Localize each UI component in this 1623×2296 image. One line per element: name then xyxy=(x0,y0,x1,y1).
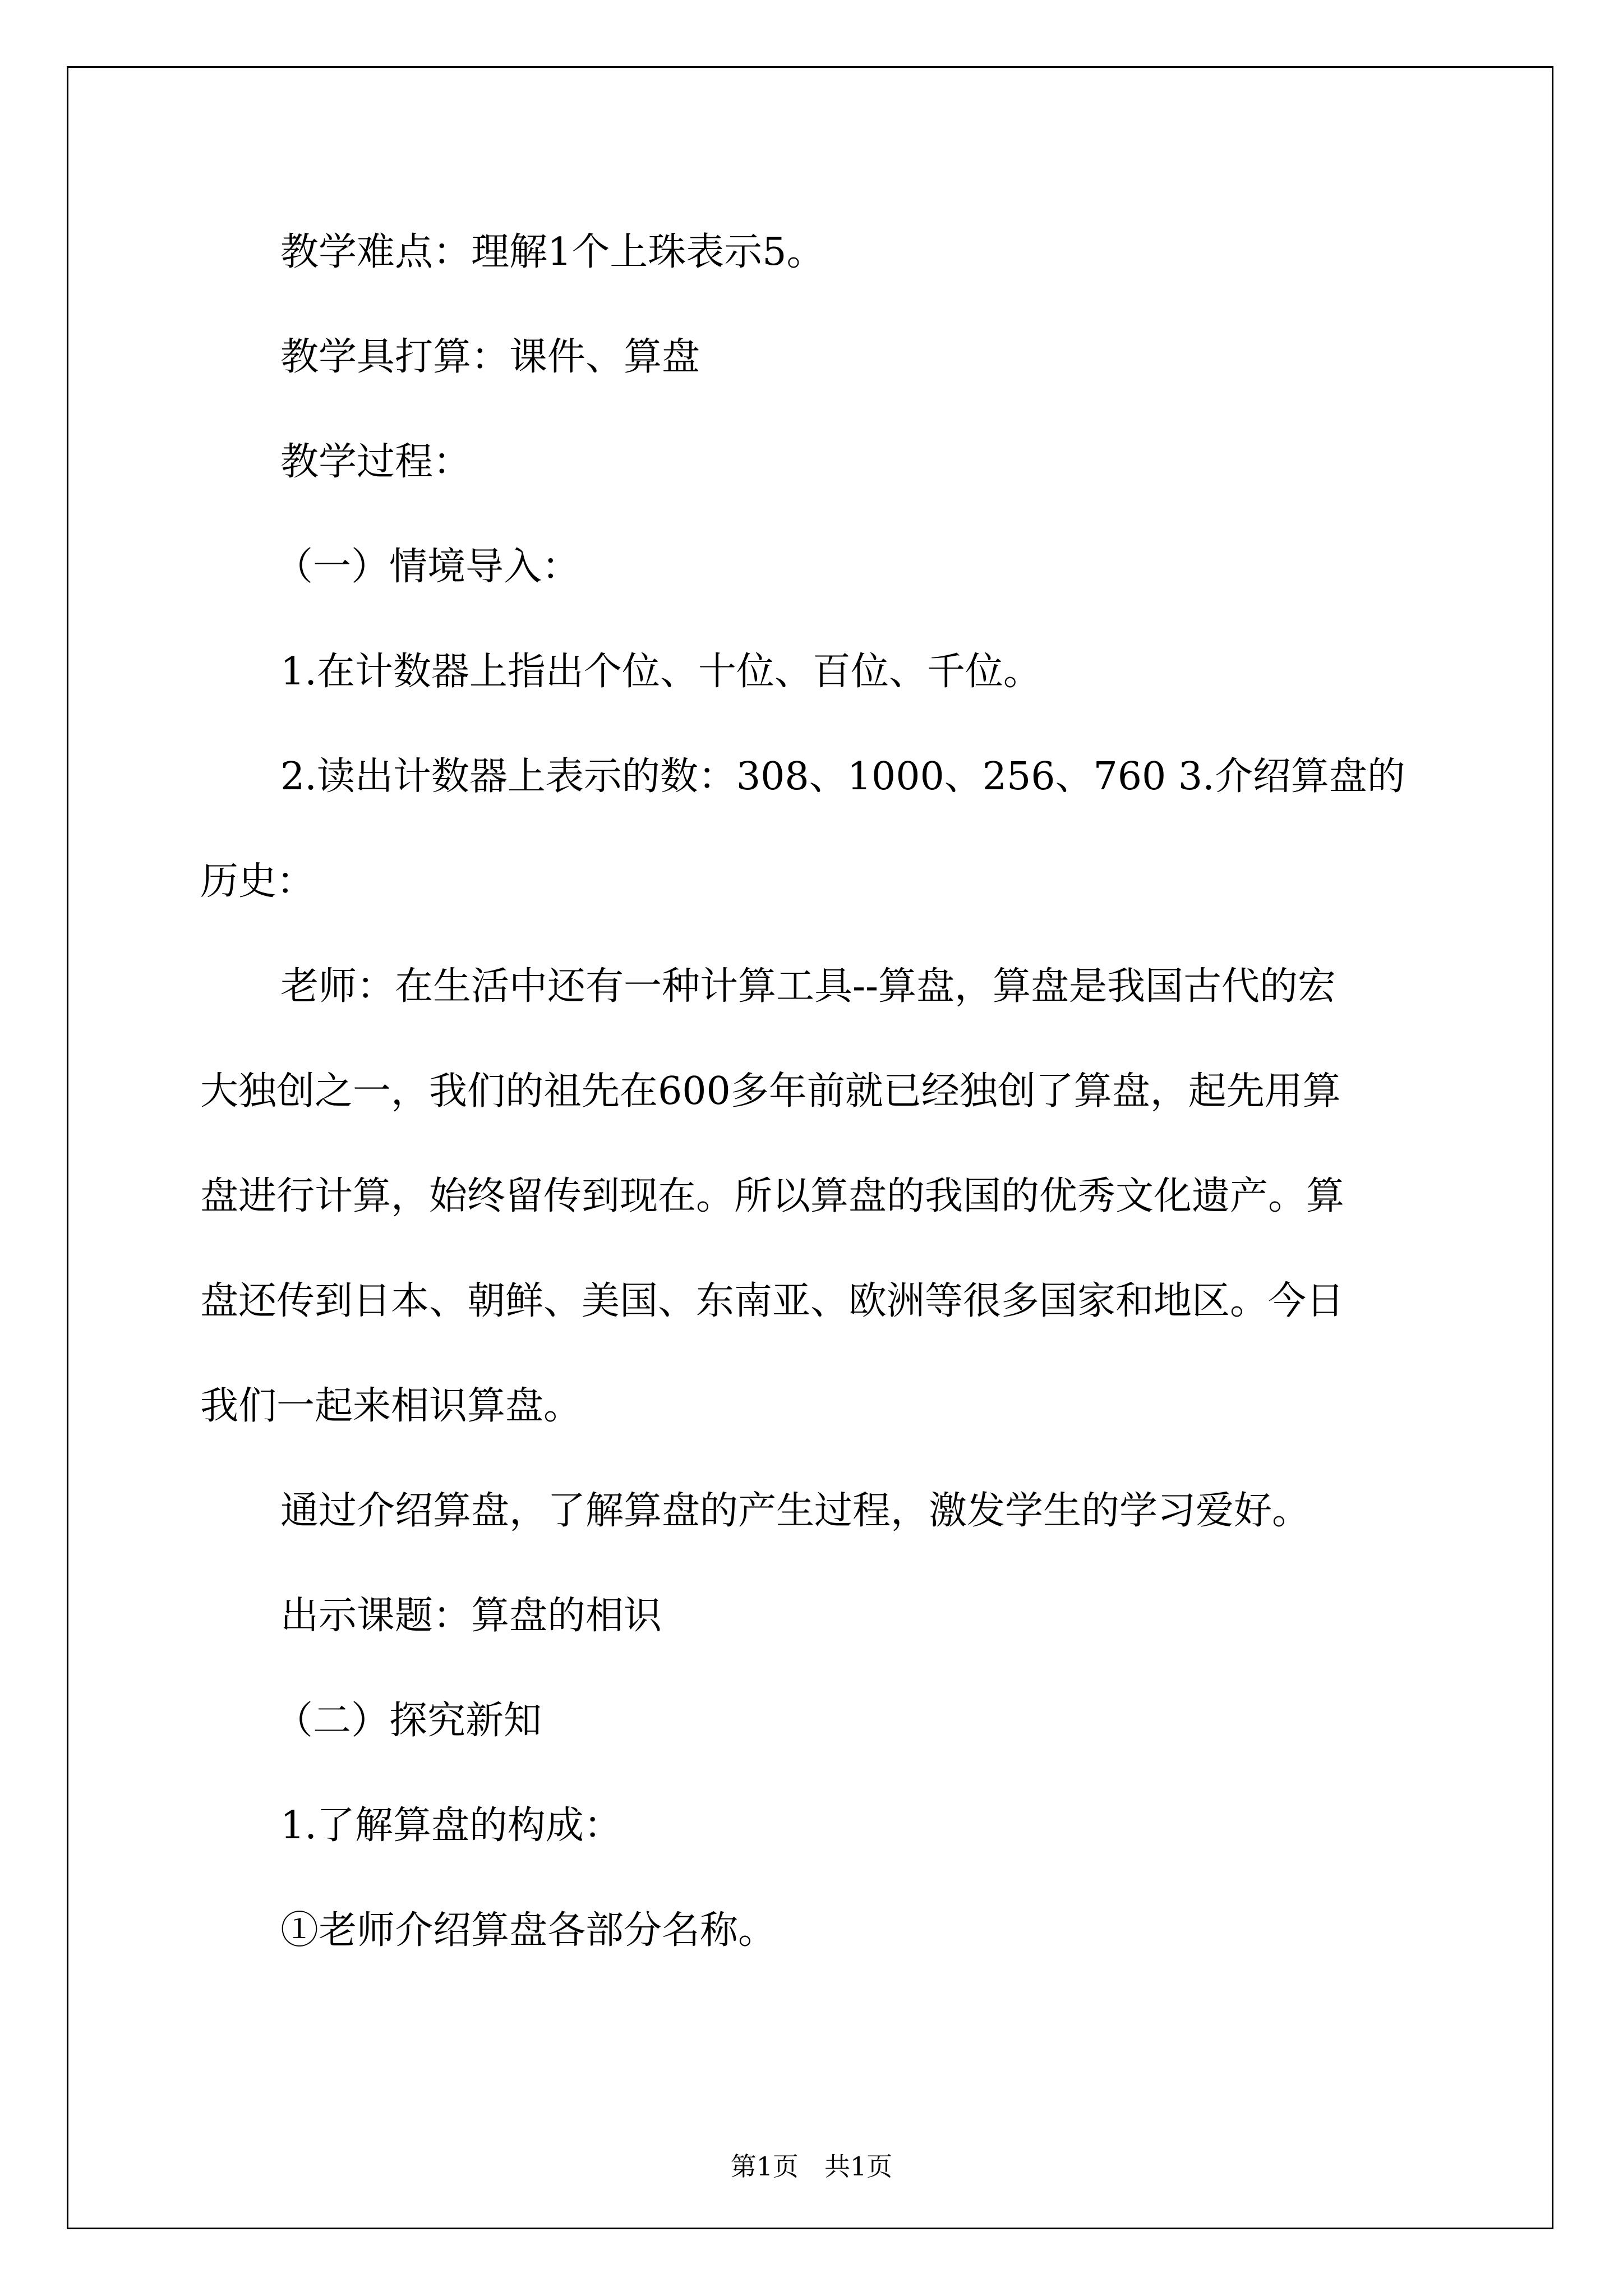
paragraph-teacher-line-4: 盘还传到日本、朝鲜、美国、东南亚、欧洲等很多国家和地区。今日 xyxy=(200,1279,1345,1323)
paragraph-topic: 出示课题：算盘的相识 xyxy=(280,1594,662,1638)
paragraph-teacher-line-3: 盘进行计算，始终留传到现在。所以算盘的我国的优秀文化遗产。算 xyxy=(200,1174,1345,1218)
paragraph-teaching-difficulty: 教学难点：理解1个上珠表示5。 xyxy=(280,230,825,274)
paragraph-teacher-line-5: 我们一起来相识算盘。 xyxy=(200,1384,582,1428)
section-heading-2: （二）探究新知 xyxy=(275,1699,542,1743)
list-item-structure: 1.了解算盘的构成： xyxy=(280,1803,622,1848)
paragraph-teaching-process: 教学过程： xyxy=(280,440,472,484)
list-item-2: 2.读出计数器上表示的数：308、1000、256、760 3.介绍算盘的 xyxy=(280,754,1405,799)
page-border xyxy=(67,66,1553,2229)
list-item-2-continuation: 历史： xyxy=(200,859,315,904)
list-item-circled-1: ①老师介绍算盘各部分名称。 xyxy=(280,1908,777,1953)
page-footer: 第1页 共1页 xyxy=(730,2151,893,2182)
list-item-1: 1.在计数器上指出个位、十位、百位、千位。 xyxy=(280,650,1041,694)
paragraph-teacher-line-1: 老师：在生活中还有一种计算工具--算盘，算盘是我国古代的宏 xyxy=(280,964,1336,1009)
paragraph-purpose: 通过介绍算盘，了解算盘的产生过程，激发学生的学习爱好。 xyxy=(280,1489,1311,1533)
paragraph-teaching-tools: 教学具打算：课件、算盘 xyxy=(280,335,700,379)
paragraph-teacher-line-2: 大独创之一，我们的祖先在600多年前就已经独创了算盘，起先用算 xyxy=(200,1069,1341,1114)
section-heading-1: （一）情境导入： xyxy=(275,545,580,589)
